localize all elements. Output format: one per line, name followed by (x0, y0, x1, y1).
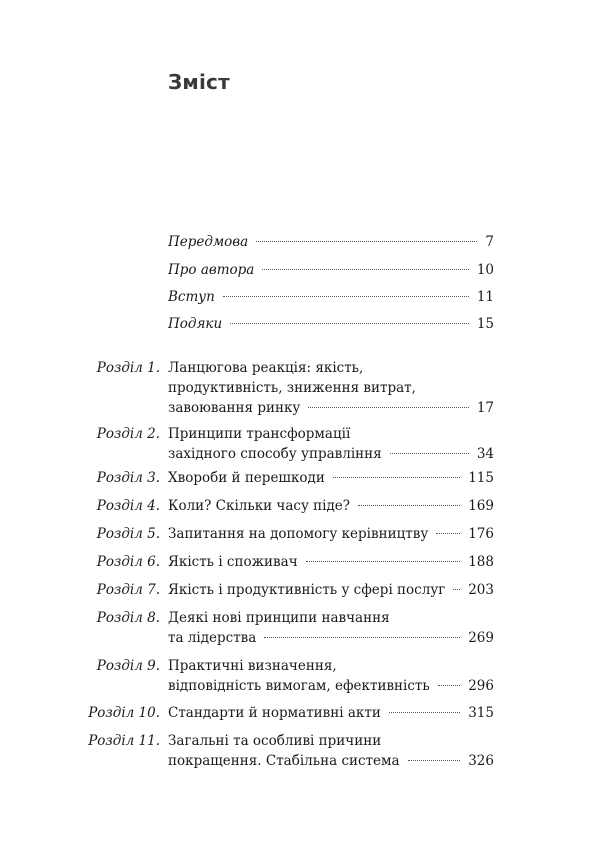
toc-entry-page: 10 (476, 262, 494, 278)
chapter-page: 315 (468, 705, 494, 721)
toc-entry-page: 7 (485, 234, 494, 250)
chapter-page: 115 (468, 470, 494, 486)
chapter-title-line: Якість і споживач (168, 554, 298, 570)
dot-leader (333, 477, 460, 478)
chapter-label: Розділ 7. (96, 582, 160, 598)
chapter-title-line: Запитання на допомогу керівництву (168, 526, 429, 542)
toc-entry-page: 15 (476, 316, 494, 332)
dot-leader (262, 269, 468, 270)
chapter-page: 17 (476, 400, 494, 416)
toc-entry-title: Вступ (168, 289, 215, 305)
chapter-label: Розділ 9. (96, 658, 160, 674)
chapter-label: Розділ 3. (96, 470, 160, 486)
chapter-title-line: Якість і продуктивність у сфері послуг (168, 582, 446, 598)
chapter-title-line: західного способу управління (168, 446, 382, 462)
chapter-title-line: Деякі нові принципи навчання (168, 610, 390, 626)
chapter-title-line: Стандарти й нормативні акти (168, 705, 381, 721)
chapter-label: Розділ 1. (96, 360, 160, 376)
chapter-title-line: Принципи трансформації (168, 426, 351, 442)
toc-entry-title: Про автора (168, 262, 255, 278)
chapter-title-line: продуктивність, зниження витрат, (168, 380, 416, 396)
chapter-title-line: Ланцюгова реакція: якість, (168, 360, 364, 376)
chapter-title-line: Практичні визначення, (168, 658, 337, 674)
dot-leader (453, 589, 460, 590)
chapter-label: Розділ 11. (88, 733, 160, 749)
chapter-label: Розділ 10. (88, 705, 160, 721)
chapter-page: 296 (468, 678, 494, 694)
dot-leader (390, 453, 469, 454)
toc-entry-page: 11 (476, 289, 494, 305)
chapter-page: 269 (468, 630, 494, 646)
dot-leader (436, 533, 460, 534)
chapter-title-line: завоювання ринку (168, 400, 301, 416)
chapter-page: 326 (468, 753, 494, 769)
chapter-label: Розділ 2. (96, 426, 160, 442)
chapter-title-line: та лідерства (168, 630, 257, 646)
chapter-label: Розділ 8. (96, 610, 160, 626)
dot-leader (230, 323, 469, 324)
chapter-label: Розділ 5. (96, 526, 160, 542)
chapter-page: 176 (468, 526, 494, 542)
chapter-label: Розділ 6. (96, 554, 160, 570)
page-title: Зміст (168, 70, 230, 94)
dot-leader (223, 296, 469, 297)
chapter-page: 169 (468, 498, 494, 514)
dot-leader (264, 637, 460, 638)
chapter-page: 188 (468, 554, 494, 570)
chapter-title-line: Коли? Скільки часу піде? (168, 498, 351, 514)
dot-leader (358, 505, 460, 506)
chapter-page: 34 (476, 446, 494, 462)
dot-leader (256, 241, 477, 242)
toc-entry-title: Передмова (168, 234, 249, 250)
dot-leader (306, 561, 461, 562)
chapter-title-line: Загальні та особливі причини (168, 733, 382, 749)
chapter-label: Розділ 4. (96, 498, 160, 514)
dot-leader (438, 685, 460, 686)
dot-leader (408, 760, 461, 761)
chapter-title-line: Хвороби й перешкоди (168, 470, 325, 486)
chapter-page: 203 (468, 582, 494, 598)
chapter-title-line: покращення. Стабільна система (168, 753, 400, 769)
toc-entry-title: Подяки (168, 316, 223, 332)
dot-leader (308, 407, 468, 408)
dot-leader (389, 712, 460, 713)
chapter-title-line: відповідність вимогам, ефективність (168, 678, 430, 694)
